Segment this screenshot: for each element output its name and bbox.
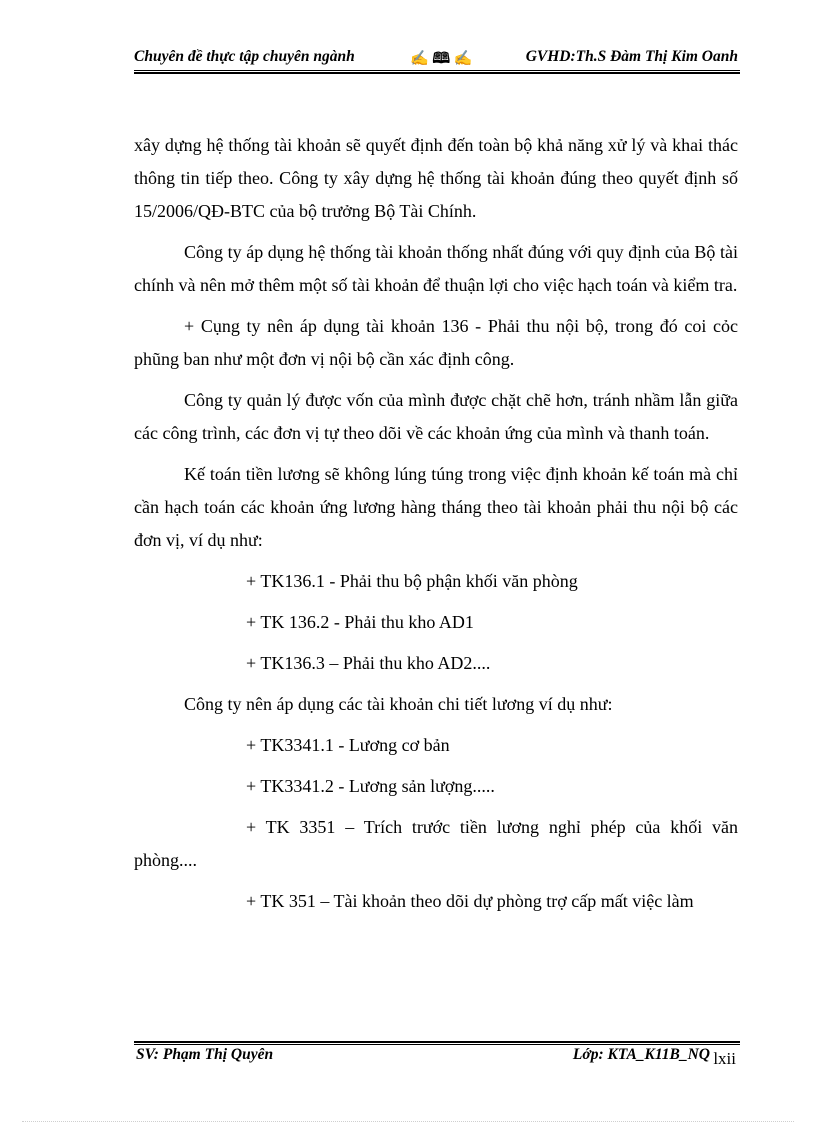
list-item-tk3341-1: + TK3341.1 - Lương cơ bản [246, 735, 450, 755]
footer-divider [134, 1041, 740, 1045]
list-item-tk136-2: + TK 136.2 - Phải thu kho AD1 [246, 612, 474, 632]
list-item-tk3341-2: + TK3341.2 - Lương sản lượng..... [246, 776, 495, 796]
header-divider [134, 70, 740, 74]
header-course-title: Chuyên đề thực tập chuyên ngành [134, 48, 355, 65]
paragraph-account-136: + Cụng ty nên áp dụng tài khoản 136 - Phải thu nội bộ, trong đó coi cỏc phũng ban như một đơn vị nội bộ cần xác định công. [134, 316, 738, 369]
list-item-tk136-1: + TK136.1 - Phải thu bộ phận khối văn phòng [246, 571, 578, 591]
footer-student: SV: Phạm Thị Quyên [136, 1046, 274, 1063]
page-edge-dotted-line [22, 1121, 794, 1122]
page-header [134, 48, 740, 72]
paragraph-unified-system: Công ty áp dụng hệ thống tài khoản thống nhất đúng với quy định của Bộ tài chính và nên mở thêm một số tài khoản để thuận lợi cho việc hạch toán và kiểm tra. [134, 242, 738, 295]
paragraph-payroll-accounting: Kế toán tiền lương sẽ không lúng túng trong việc định khoản kế toán mà chỉ cần hạch toán các khoản ứng lương hàng tháng theo tài khoản phải thu nội bộ các đơn vị, ví dụ như: [134, 464, 738, 550]
list-item-tk351: + TK 351 – Tài khoản theo dõi dự phòng trợ cấp mất việc làm [246, 891, 694, 911]
footer-class: Lớp: KTA_K11B_NQ [572, 1046, 710, 1063]
list-item-tk136-3: + TK136.3 – Phải thu kho AD2.... [246, 653, 491, 673]
paragraph-account-system: xây dựng hệ thống tài khoản sẽ quyết định đến toàn bộ khả năng xử lý và khai thác thông tin tiếp theo. Công ty xây dựng hệ thống tài khoản đúng theo quyết định số 15/2006/QĐ-BTC của bộ trưởng Bộ Tài Chính. [134, 135, 738, 221]
header-supervisor: GVHD:Th.S Đàm Thị Kim Oanh [525, 48, 738, 65]
page-footer [134, 1046, 740, 1072]
list-item-tk3351: + TK 3351 – Trích trước tiền lương nghỉ phép của khối văn phòng.... [134, 817, 738, 870]
document-body [134, 129, 738, 918]
paragraph-capital-control: Công ty quản lý được vốn của mình được chặt chẽ hơn, tránh nhầm lẫn giữa các công trình, các đơn vị tự theo dõi về các khoản ứng của mình và thanh toán. [134, 390, 738, 443]
book-ornament-icon: ✍ 🕮 ✍ [410, 51, 473, 67]
page-number: lxii [713, 1049, 736, 1068]
paragraph-salary-accounts: Công ty nên áp dụng các tài khoản chi tiết lương ví dụ như: [184, 694, 613, 714]
